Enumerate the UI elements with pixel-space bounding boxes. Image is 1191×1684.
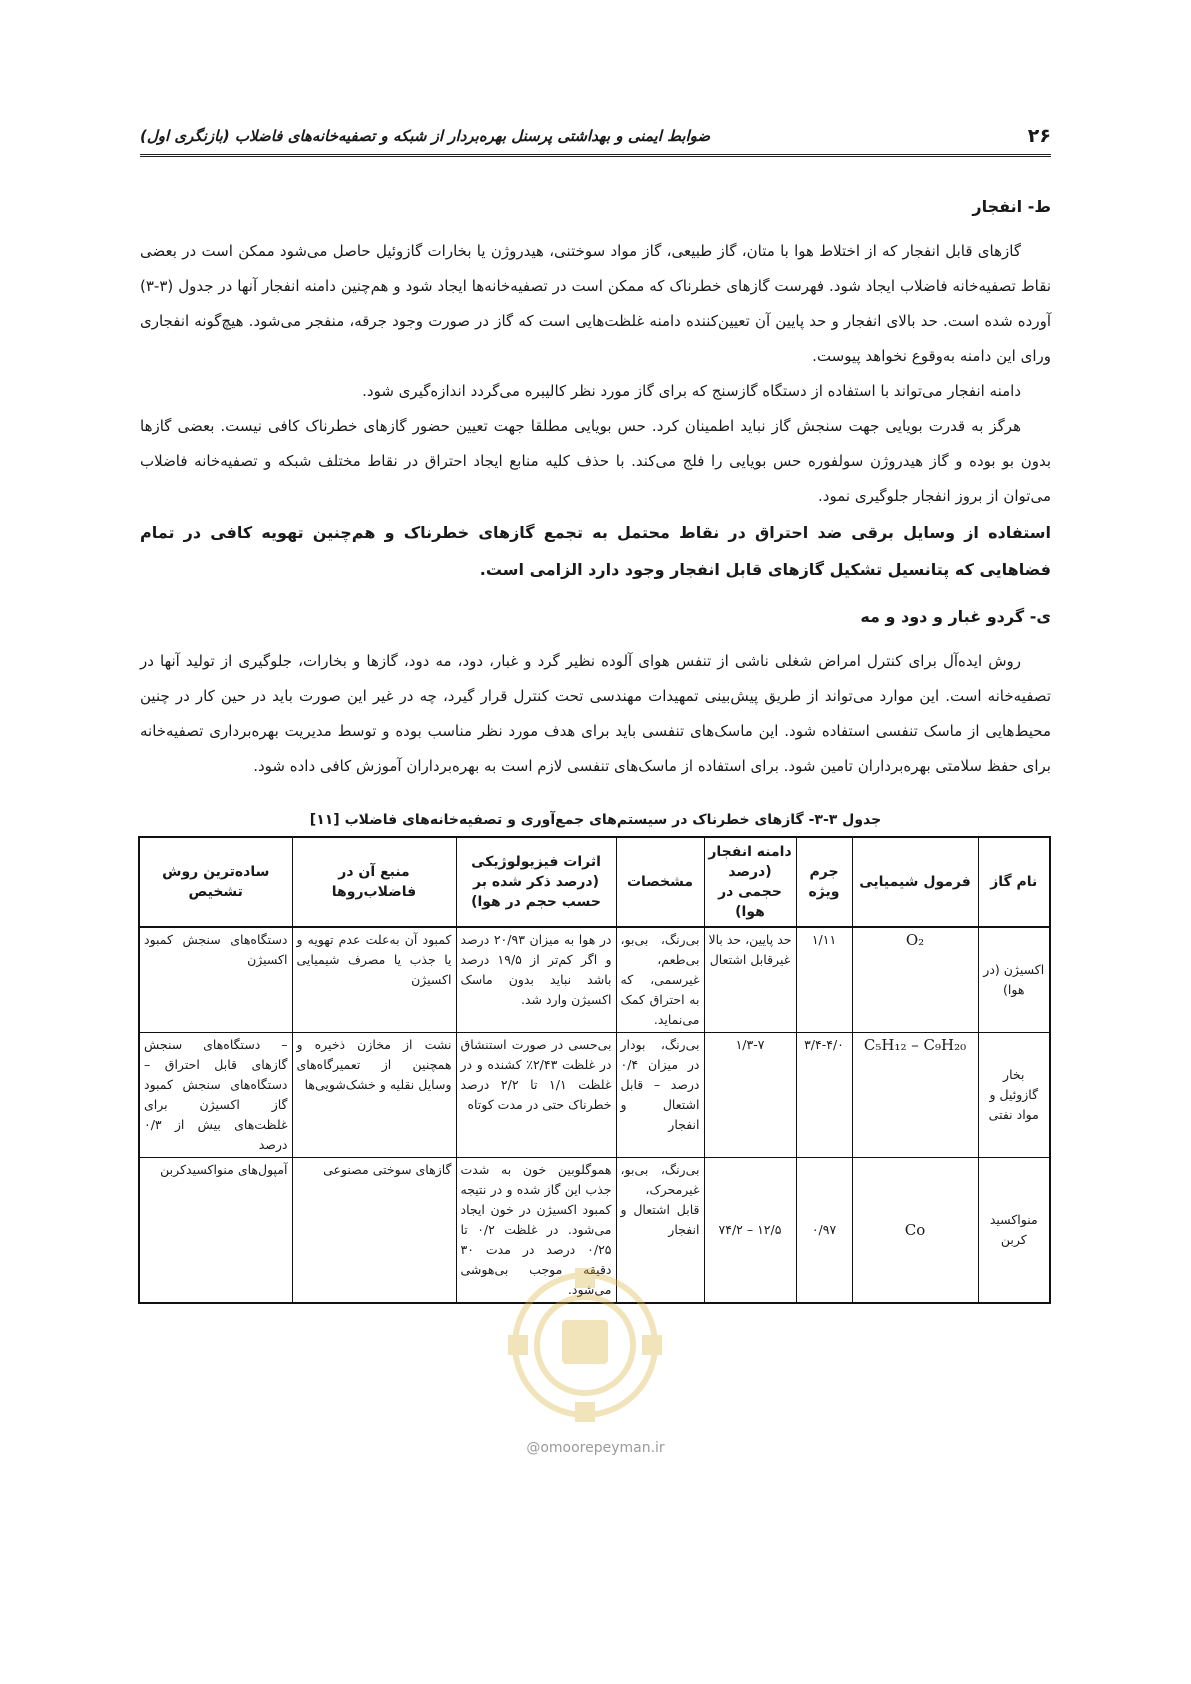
paragraph: دامنه انفجار می‌تواند با استفاده از دستگاه گازسنج که برای گاز مورد نظر کالیبره می‌گردد اندازه‌گیری شود. bbox=[362, 382, 1021, 400]
cell-detection: – دستگاه‌های سنجش گازهای قابل احتراق – دستگاه‌های سنجش کمبود گاز اکسیژن برای غلظت‌های بیش از ۰/۳ درصد bbox=[139, 1033, 292, 1158]
table-row bbox=[139, 1033, 1050, 1158]
table-caption: جدول ۳-۳- گازهای خطرناک در سیستم‌های جمع‌آوری و تصفیه‌خانه‌های فاضلاب [۱۱] bbox=[309, 812, 882, 828]
header-properties: مشخصات bbox=[616, 837, 704, 927]
cell-formula: O₂ bbox=[852, 927, 978, 1033]
cell-gas-name: منواکسید کربن bbox=[978, 1158, 1050, 1304]
cell-gas-name: بخار گازوئیل و مواد نفتی bbox=[978, 1033, 1050, 1158]
cell-physiological-effects: بی‌حسی در صورت استنشاق در غلظت ۲/۴۳٪ کشنده و در غلظت ۱/۱ تا ۲/۲ درصد خطرناک حتی در مدت کوتاه bbox=[456, 1033, 616, 1158]
cell-source: نشت از مخازن ذخیره و همچنین از تعمیرگاه‌های وسایل نقلیه و خشک‌شویی‌ها bbox=[292, 1033, 456, 1158]
table-header-row bbox=[139, 837, 1050, 927]
header-detection: ساده‌ترین روش تشخیص bbox=[139, 837, 292, 927]
cell-specific-gravity: ۰/۹۷ bbox=[796, 1158, 852, 1304]
bold-requirement: استفاده از وسایل برقی ضد احتراق در نقاط محتمل به تجمع گازهای خطرناک و هم‌چنین تهویه کافی در تمام فضاهایی که پتانسیل تشکیل گازهای قابل انفجار وجود دارد الزامی است. bbox=[140, 523, 1051, 579]
page-header bbox=[140, 118, 1051, 157]
cell-explosive-range: حد پایین، حد بالا غیرقابل اشتعال bbox=[704, 927, 796, 1033]
header-gas-name: نام گاز bbox=[978, 837, 1050, 927]
footer-website: @omoorepeyman.ir bbox=[526, 1440, 665, 1456]
page-number: ۲۶ bbox=[1027, 125, 1051, 147]
header-formula: فرمول شیمیایی bbox=[852, 837, 978, 927]
section-heading-dust: ی- گردو غبار و دود و مه bbox=[860, 607, 1051, 626]
paragraph: روش ایده‌آل برای کنترل امراض شغلی ناشی از تنفس هوای آلوده نظیر گرد و غبار، دود، مه دود، گازها و بخارات، جلوگیری از تولید آنها در تصفیه‌خانه است. این موارد می‌تواند از طریق پیش‌بینی تمهیدات مهندسی تحت کنترل قرار گیرد، چه در غیر این صورت باید در حین کار در چنین محیط‌هایی از ماسک تنفسی استفاده شود. این ماسک‌های تنفسی باید برای هدف مورد نظر مناسب بوده و توسط مدیریت بهره‌برداری تصفیه‌خانه برای حفظ سلامتی بهره‌برداران تامین شود. برای استفاده از ماسک‌های تنفسی لازم است به بهره‌برداران آموزش کافی داده شود. bbox=[140, 652, 1051, 775]
cell-detection: دستگاه‌های سنجش کمبود اکسیژن bbox=[139, 927, 292, 1033]
cell-gas-name: اکسیژن (در هوا) bbox=[978, 927, 1050, 1033]
header-physiological-effects: اثرات فیزیولوژیکی (درصد ذکر شده بر حسب حجم در هوا) bbox=[456, 837, 616, 927]
header-explosive-range: دامنه انفجار (درصد حجمی در هوا) bbox=[704, 837, 796, 927]
cell-formula: C₅H₁₂ – C₉H₂₀ bbox=[852, 1033, 978, 1158]
cell-properties: بی‌رنگ، بودار در میزان ۰/۴ درصد – قابل اشتعال و انفجار bbox=[616, 1033, 704, 1158]
header-source: منبع آن در فاضلاب‌روها bbox=[292, 837, 456, 927]
running-title: ضوابط ایمنی و بهداشتی پرسنل بهره‌بردار از شبکه و تصفیه‌خانه‌های فاضلاب (بازنگری اول) bbox=[140, 127, 711, 145]
cell-detection: آمپول‌های منواکسیدکربن bbox=[139, 1158, 292, 1304]
table-row bbox=[139, 1158, 1050, 1304]
hazardous-gases-table bbox=[138, 836, 1051, 1304]
cell-formula: Co bbox=[852, 1158, 978, 1304]
cell-source: گازهای سوختی مصنوعی bbox=[292, 1158, 456, 1304]
section-heading-explosion: ط- انفجار bbox=[972, 197, 1051, 216]
cell-properties: بی‌رنگ، بی‌بو، غیرمحرک، قابل اشتعال و انفجار bbox=[616, 1158, 704, 1304]
cell-specific-gravity: ۱/۱۱ bbox=[796, 927, 852, 1033]
cell-properties: بی‌رنگ، بی‌بو، بی‌طعم، غیرسمی، که به احتراق کمک می‌نماید. bbox=[616, 927, 704, 1033]
table-row bbox=[139, 927, 1050, 1033]
cell-explosive-range: ۱/۳-۷ bbox=[704, 1033, 796, 1158]
cell-specific-gravity: ۳/۴-۴/۰ bbox=[796, 1033, 852, 1158]
cell-source: کمبود آن به‌علت عدم تهویه و یا جذب یا مصرف شیمیایی اکسیژن bbox=[292, 927, 456, 1033]
cell-explosive-range: ۱۲/۵ – ۷۴/۲ bbox=[704, 1158, 796, 1304]
paragraph: هرگز به قدرت بویایی جهت سنجش گاز نباید اطمینان کرد. حس بویایی مطلقا جهت تعیین حضور گازهای خطرناک کافی نیست. بعضی گازها بدون بو بوده و گاز هیدروژن سولفوره حس بویایی را فلج می‌کند. با حذف کلیه منابع ایجاد احتراق در نقاط مختلف شبکه و تصفیه‌خانه فاضلاب می‌توان از بروز انفجار جلوگیری نمود. bbox=[140, 417, 1051, 505]
cell-physiological-effects: هموگلوبین خون به شدت جذب این گاز شده و در نتیجه کمبود اکسیژن در خون ایجاد می‌شود. در غلظت ۰/۲ تا ۰/۲۵ درصد در مدت ۳۰ دقیقه موجب بی‌هوشی می‌شود. bbox=[456, 1158, 616, 1304]
cell-physiological-effects: در هوا به میزان ۲۰/۹۳ درصد و اگر کم‌تر از ۱۹/۵ درصد باشد نباید بدون ماسک اکسیژن وارد شد. bbox=[456, 927, 616, 1033]
paragraph: گازهای قابل انفجار که از اختلاط هوا با متان، گاز طبیعی، گاز مواد سوختنی، هیدروژن یا بخارات گازوئیل حاصل می‌شود ممکن است در بعضی نقاط تصفیه‌خانه فاضلاب ایجاد شود. فهرست گازهای خطرناک که ممکن است در تصفیه‌خانه‌ها ایجاد شود و هم‌چنین دامنه انفجار آنها در جدول (۳-۳) آورده شده است. حد بالای انفجار و حد پایین آن تعیین‌کننده دامنه غلظت‌هایی است که گاز در صورت وجود جرقه، منفجر می‌شود. هیچ‌گونه انفجاری ورای این دامنه به‌وقوع نخواهد پیوست. bbox=[140, 242, 1051, 365]
page-content bbox=[140, 190, 1051, 1304]
header-specific-gravity: جرم ویژه bbox=[796, 837, 852, 927]
